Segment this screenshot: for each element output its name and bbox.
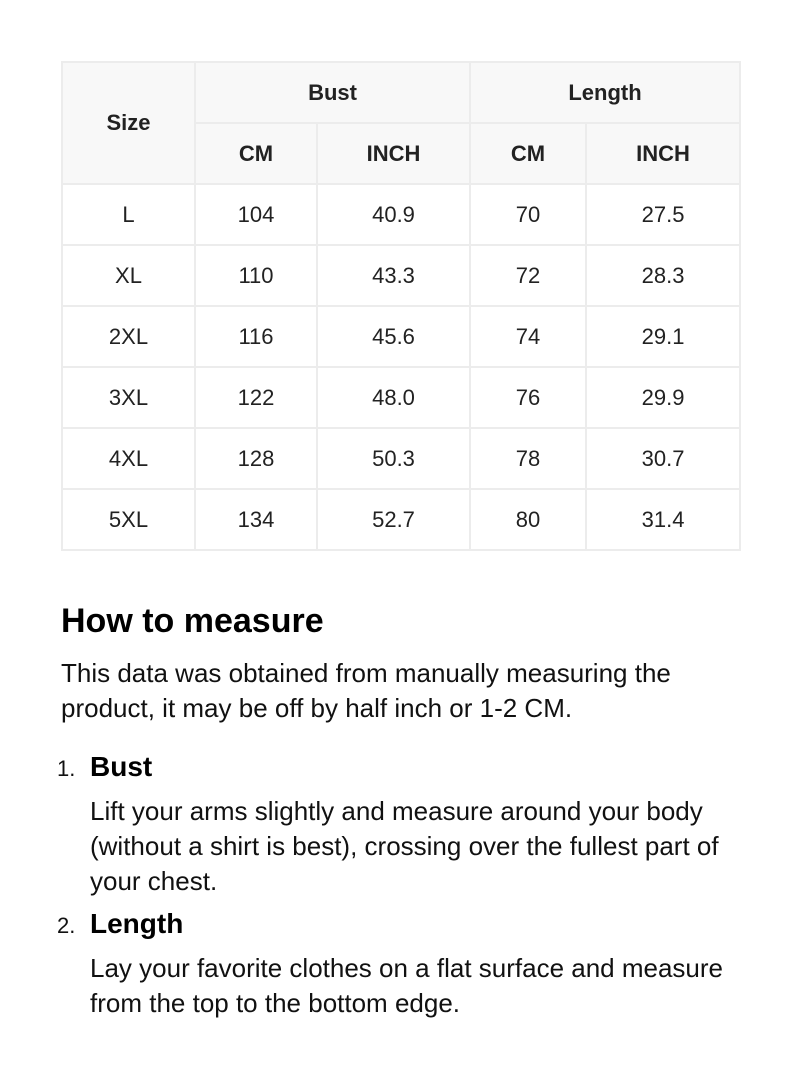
bust-inch-cell: 43.3 xyxy=(317,245,470,306)
bust-inch-cell: 50.3 xyxy=(317,428,470,489)
length-cm-cell: 74 xyxy=(470,306,586,367)
size-cell: 3XL xyxy=(62,367,195,428)
bust-inch-cell: 45.6 xyxy=(317,306,470,367)
table-row xyxy=(62,367,740,428)
size-column-header: Size xyxy=(62,62,195,184)
step-description-length: Lay your favorite clothes on a flat surface and measure from the top to the bottom edge. xyxy=(90,953,724,1018)
measurement-steps-list xyxy=(57,750,741,1021)
length-group-header: Length xyxy=(470,62,740,123)
length-cm-cell: 76 xyxy=(470,367,586,428)
bust-group-header: Bust xyxy=(195,62,470,123)
size-cell: 4XL xyxy=(62,428,195,489)
bust-cm-header: CM xyxy=(195,123,317,184)
length-cm-cell: 80 xyxy=(470,489,586,550)
length-cm-cell: 70 xyxy=(470,184,586,245)
size-cell: XL xyxy=(62,245,195,306)
table-row xyxy=(62,428,740,489)
size-cell: 5XL xyxy=(62,489,195,550)
length-inch-cell: 29.9 xyxy=(586,367,740,428)
table-header-row xyxy=(62,62,740,123)
bust-inch-cell: 40.9 xyxy=(317,184,470,245)
length-inch-cell: 31.4 xyxy=(586,489,740,550)
bust-cm-cell: 110 xyxy=(195,245,317,306)
bust-cm-cell: 128 xyxy=(195,428,317,489)
length-cm-cell: 78 xyxy=(470,428,586,489)
table-row xyxy=(62,245,740,306)
bust-inch-cell: 48.0 xyxy=(317,367,470,428)
how-to-measure-heading: How to measure xyxy=(61,602,324,640)
table-row xyxy=(62,306,740,367)
bust-cm-cell: 122 xyxy=(195,367,317,428)
size-chart-table xyxy=(61,61,741,551)
length-inch-cell: 28.3 xyxy=(586,245,740,306)
length-cm-header: CM xyxy=(470,123,586,184)
bust-inch-header: INCH xyxy=(317,123,470,184)
table-row xyxy=(62,184,740,245)
bust-cm-cell: 134 xyxy=(195,489,317,550)
length-inch-cell: 30.7 xyxy=(586,428,740,489)
bust-inch-cell: 52.7 xyxy=(317,489,470,550)
list-item xyxy=(57,750,741,899)
size-cell: 2XL xyxy=(62,306,195,367)
length-inch-cell: 27.5 xyxy=(586,184,740,245)
step-title-length: Length xyxy=(90,908,184,939)
step-number: 1. xyxy=(57,756,76,781)
step-number: 2. xyxy=(57,913,76,938)
length-cm-cell: 72 xyxy=(470,245,586,306)
step-title-bust: Bust xyxy=(90,751,153,782)
size-cell: L xyxy=(62,184,195,245)
list-item xyxy=(57,907,741,1021)
table-row xyxy=(62,489,740,550)
step-description-bust: Lift your arms slightly and measure around your body (without a shirt is best), crossing over the fullest part of your chest. xyxy=(90,796,719,896)
length-inch-cell: 29.1 xyxy=(586,306,740,367)
bust-cm-cell: 104 xyxy=(195,184,317,245)
measurement-disclaimer: This data was obtained from manually measuring the product, it may be off by half inch or 1-2 CM. xyxy=(61,658,671,723)
length-inch-header: INCH xyxy=(586,123,740,184)
bust-cm-cell: 116 xyxy=(195,306,317,367)
